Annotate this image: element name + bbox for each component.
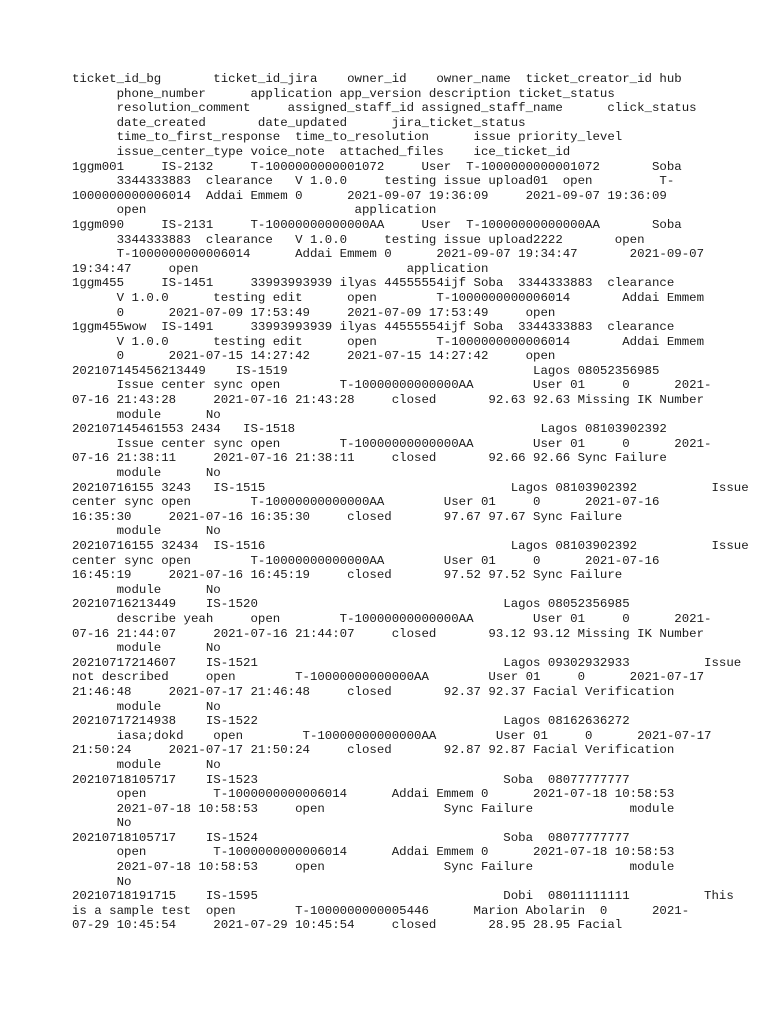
record-line: 1ggm455wow IS-1491 33993993939 ilyas 44555554ijf Soba 3344333883 clearance [72, 320, 675, 335]
record-line: 1ggm001 IS-2132 T-1000000000001072 User T-1000000000001072 Soba [72, 159, 682, 174]
record-line: V 1.0.0 testing edit open T-1000000000006014 Addai Emmem [72, 334, 705, 349]
record-line: 0 2021-07-15 14:27:42 2021-07-15 14:27:42 open [72, 349, 556, 364]
record-line: V 1.0.0 testing edit open T-1000000000006014 Addai Emmem [72, 290, 705, 305]
record-line: describe yeah open T-10000000000000AA User 01 0 2021- [72, 611, 712, 626]
record-line: Issue center sync open T-10000000000000AA User 01 0 2021- [72, 378, 712, 393]
record-line: phone_number application app_version description ticket_status [72, 86, 615, 101]
record-line: 20210718105717 IS-1524 Soba 08077777777 [72, 830, 630, 845]
record-line: 2021-07-18 10:58:53 open Sync Failure module [72, 801, 675, 816]
record-line: 07-29 10:45:54 2021-07-29 10:45:54 closed 28.95 28.95 Facial [72, 918, 623, 933]
record-line: 07-16 21:43:28 2021-07-16 21:43:28 closed 92.63 92.63 Missing IK Number [72, 393, 705, 408]
record-line: 20210717214938 IS-1522 Lagos 08162636272 [72, 714, 630, 729]
record-line: Issue center sync open T-10000000000000AA User 01 0 2021- [72, 436, 712, 451]
record-line: 20210717214607 IS-1521 Lagos 09302932933 Issue [72, 655, 742, 670]
record-line: date_created date_updated jira_ticket_status [72, 115, 526, 130]
record-line: 20210718191715 IS-1595 Dobi 08011111111 This [72, 889, 734, 904]
record-line: 1000000000006014 Addai Emmem 0 2021-09-07 19:36:09 2021-09-07 19:36:09 [72, 188, 667, 203]
record-line: open T-1000000000006014 Addai Emmem 0 2021-07-18 10:58:53 [72, 845, 675, 860]
record-line: 21:46:48 2021-07-17 21:46:48 closed 92.37 92.37 Facial Verification [72, 684, 675, 699]
record-line: 3344333883 clearance V 1.0.0 testing issue upload01 open T- [72, 174, 675, 189]
record-line: 16:35:30 2021-07-16 16:35:30 closed 97.67 97.67 Sync Failure [72, 509, 623, 524]
record-line: 07-16 21:38:11 2021-07-16 21:38:11 closed 92.66 92.66 Sync Failure [72, 451, 667, 466]
record-line: time_to_first_response time_to_resolution issue priority_level [72, 130, 623, 145]
record-line: 202107145456213449 IS-1519 Lagos 08052356985 [72, 363, 660, 378]
record-line: module No [72, 407, 221, 422]
record-line: 20210716155 3243 IS-1515 Lagos 08103902392 Issue [72, 480, 749, 495]
record-line: iasa;dokd open T-10000000000000AA User 01 0 2021-07-17 [72, 728, 712, 743]
record-line: 1ggm090 IS-2131 T-10000000000000AA User T-10000000000000AA Soba [72, 217, 682, 232]
record-line: is a sample test open T-1000000000005446 Marion Abolarin 0 2021- [72, 903, 690, 918]
record-line: 1ggm455 IS-1451 33993993939 ilyas 44555554ijf Soba 3344333883 clearance [72, 276, 675, 291]
record-line: module No [72, 699, 221, 714]
record-line: 16:45:19 2021-07-16 16:45:19 closed 97.52 97.52 Sync Failure [72, 568, 623, 583]
record-line: 0 2021-07-09 17:53:49 2021-07-09 17:53:49 open [72, 305, 556, 320]
ticket-table-dump [72, 72, 749, 933]
record-line: 3344333883 clearance V 1.0.0 testing issue upload2222 open [72, 232, 645, 247]
record-line: 21:50:24 2021-07-17 21:50:24 closed 92.87 92.87 Facial Verification [72, 743, 675, 758]
record-line: T-1000000000006014 Addai Emmem 0 2021-09-07 19:34:47 2021-09-07 [72, 247, 705, 262]
record-line: No [72, 874, 132, 889]
record-line: module No [72, 757, 221, 772]
record-line: center sync open T-10000000000000AA User 01 0 2021-07-16 [72, 553, 660, 568]
record-line: 202107145461553 2434 IS-1518 Lagos 08103902392 [72, 422, 667, 437]
record-line: module No [72, 524, 221, 539]
record-line: 20210716155 32434 IS-1516 Lagos 08103902392 Issue [72, 539, 749, 553]
record-line: 19:34:47 open application [72, 261, 489, 276]
record-line: module No [72, 641, 221, 656]
record-line: issue_center_type voice_note attached_files ice_ticket_id [72, 144, 571, 159]
header-line: ticket_id_bg ticket_id_jira owner_id owner_name ticket_creator_id hub [72, 72, 682, 86]
record-line: 20210716213449 IS-1520 Lagos 08052356985 [72, 597, 630, 612]
record-line: resolution_comment assigned_staff_id assigned_staff_name click_status [72, 101, 697, 116]
record-line: center sync open T-10000000000000AA User 01 0 2021-07-16 [72, 495, 660, 510]
record-line: module No [72, 466, 221, 481]
record-line: 20210718105717 IS-1523 Soba 08077777777 [72, 772, 630, 787]
record-line: module No [72, 582, 221, 597]
record-line: No [72, 816, 132, 831]
record-line: not described open T-10000000000000AA User 01 0 2021-07-17 [72, 670, 705, 685]
record-line: 07-16 21:44:07 2021-07-16 21:44:07 closed 93.12 93.12 Missing IK Number [72, 626, 705, 641]
record-line: open application [72, 203, 437, 218]
record-line: 2021-07-18 10:58:53 open Sync Failure module [72, 860, 675, 875]
record-line: open T-1000000000006014 Addai Emmem 0 2021-07-18 10:58:53 [72, 787, 675, 802]
